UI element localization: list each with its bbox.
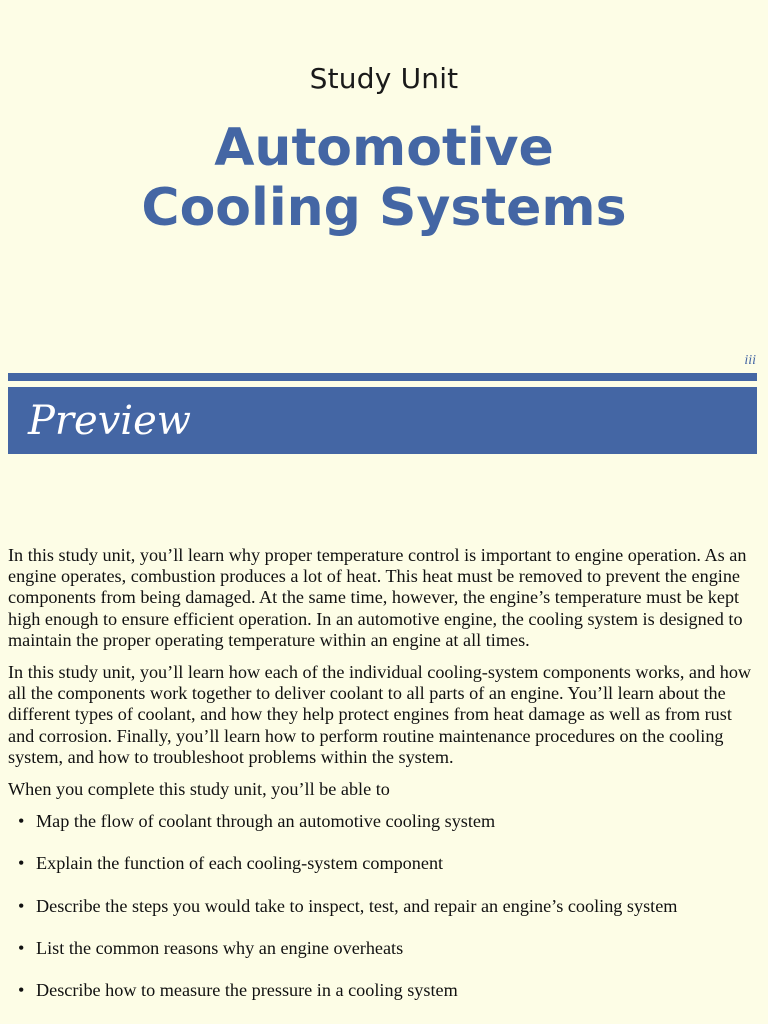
section-rule xyxy=(8,373,757,381)
bullet-icon: • xyxy=(18,853,25,874)
objective-text: Explain the function of each cooling-system component xyxy=(36,853,444,874)
document-title xyxy=(0,118,768,238)
list-item xyxy=(8,980,760,1001)
body-text xyxy=(8,545,760,1022)
bullet-icon: • xyxy=(18,937,25,958)
objectives-list xyxy=(8,811,760,1001)
list-item xyxy=(8,853,760,874)
study-unit-label: Study Unit xyxy=(309,62,459,95)
objective-text: Map the flow of coolant through an automotive cooling system xyxy=(36,811,496,832)
objective-text: Describe how to measure the pressure in a cooling system xyxy=(36,980,458,1001)
list-item xyxy=(8,811,760,832)
page-number: iii xyxy=(744,353,756,368)
paragraph-overview: In this study unit, you’ll learn how each of the individual cooling-system components works, and how all the components work together to deliver coolant to all parts of an engine. You’ll learn about the different types of coolant, and how they help protect engines from heat damage as well as from rust and corrosion. Finally, you’ll learn how to perform routine maintenance procedures on the cooling system, and how to troubleshoot problems within the system. xyxy=(8,662,752,767)
section-banner xyxy=(8,387,757,454)
objective-text: List the common reasons why an engine overheats xyxy=(36,937,404,958)
bullet-icon: • xyxy=(18,895,25,916)
title-line-2: Cooling Systems xyxy=(141,178,627,238)
bullet-icon: • xyxy=(18,811,25,832)
bullet-icon: • xyxy=(18,980,25,1001)
paragraph-objectives-lead: When you complete this study unit, you’ll be able to xyxy=(8,779,390,800)
list-item xyxy=(8,938,760,959)
paragraph-intro: In this study unit, you’ll learn why proper temperature control is important to engine operation. As an engine operates, combustion produces a lot of heat. This heat must be removed to prevent the engine components from being damaged. At the same time, however, the engine’s temperature must be kept high enough to ensure efficient operation. In an automotive engine, the cooling system is designed to maintain the proper operating temperature within an engine at all times. xyxy=(8,545,747,650)
list-item xyxy=(8,896,760,917)
title-line-1: Automotive xyxy=(214,118,554,178)
objective-text: Describe the steps you would take to inspect, test, and repair an engine’s cooling system xyxy=(36,895,678,916)
section-heading: Preview xyxy=(28,398,192,444)
